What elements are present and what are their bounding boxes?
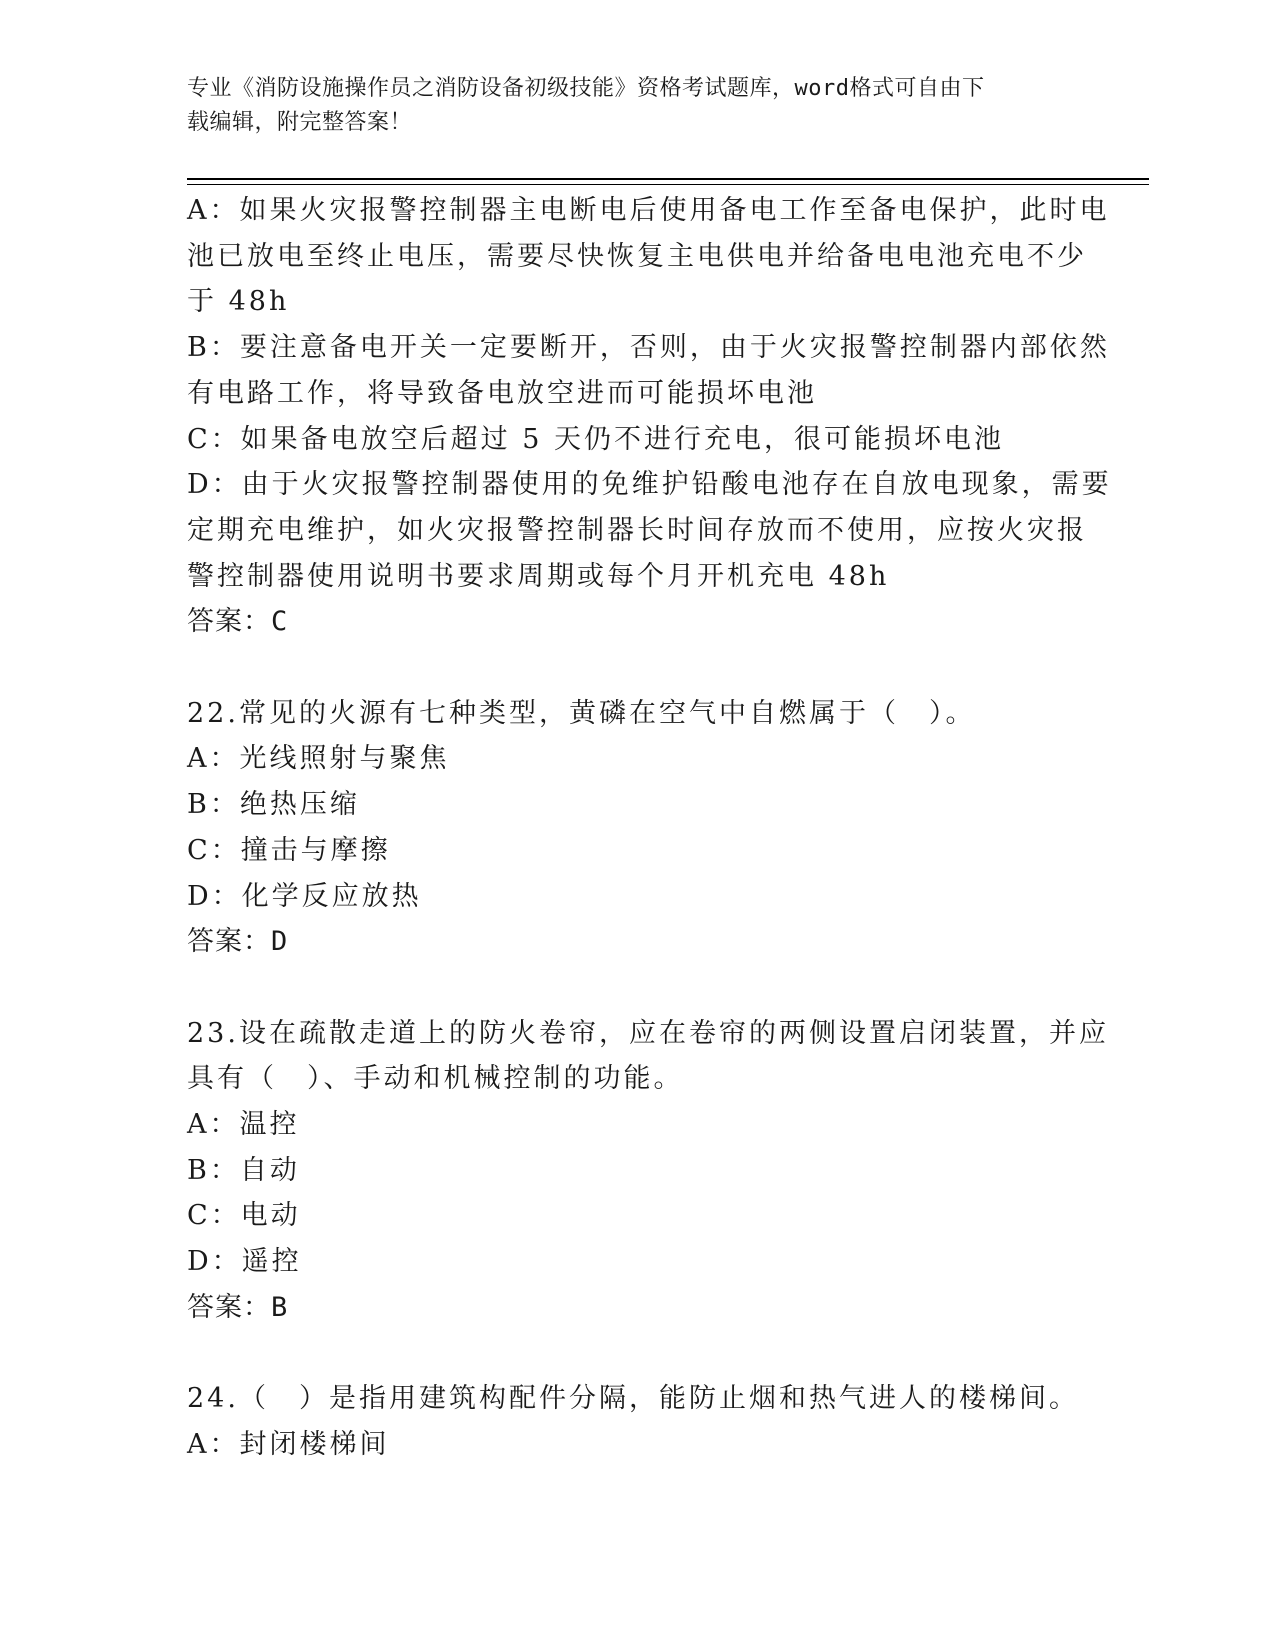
q23-question-line-2: 具有（ ）、手动和机械控制的功能。 xyxy=(187,1063,684,1095)
spacer xyxy=(187,1331,1087,1377)
q21-option-b-line-2: 有电路工作，将导致备电放空进而可能损坏电池 xyxy=(187,377,817,409)
q21-option-a-line-1: A：如果火灾报警控制器主电断电后使用备电工作至备电保护，此时电 xyxy=(187,195,1110,226)
q24-option-a: A：封闭楼梯间 xyxy=(187,1428,390,1460)
q22-option-a: A：光线照射与聚焦 xyxy=(187,743,450,775)
spacer xyxy=(187,965,1087,1011)
header-line-2: 载编辑，附完整答案！ xyxy=(187,110,413,135)
header-divider-thin xyxy=(187,184,1149,185)
q22-option-d: D：化学反应放热 xyxy=(187,880,422,912)
q23-option-b: B：自动 xyxy=(187,1154,300,1186)
q22-option-b: B：绝热压缩 xyxy=(187,789,360,821)
q24-question: 24.（ ）是指用建筑构配件分隔，能防止烟和热气进人的楼梯间。 xyxy=(187,1383,1079,1415)
question-22-block xyxy=(187,691,1087,965)
q23-question-line-1: 23.设在疏散走道上的防火卷帘，应在卷帘的两侧设置启闭装置，并应 xyxy=(187,1017,1109,1049)
question-24-block xyxy=(187,1376,1087,1467)
q23-option-c: C：电动 xyxy=(187,1200,301,1232)
question-23-block xyxy=(187,1011,1109,1331)
q22-question: 22.常见的火源有七种类型，黄磷在空气中自燃属于（ ）。 xyxy=(187,697,976,729)
q21-option-d-line-3: 警控制器使用说明书要求周期或每个月开机充电 48h xyxy=(187,560,890,592)
q23-option-d: D：遥控 xyxy=(187,1246,302,1278)
document-header xyxy=(187,72,1087,140)
q21-option-d-line-1: D：由于火灾报警控制器使用的免维护铅酸电池存在自放电现象，需要 xyxy=(187,469,1112,501)
q23-option-a: A：温控 xyxy=(187,1109,300,1141)
q21-option-c: C：如果备电放空后超过 5 天仍不进行充电，很可能损坏电池 xyxy=(187,423,1005,455)
q21-option-d-line-2: 定期充电维护，如火灾报警控制器长时间存放而不使用，应按火灾报 xyxy=(187,514,1087,546)
q21-option-a-line-3: 于 48h xyxy=(187,286,290,318)
q21-answer: 答案：C xyxy=(187,606,289,638)
q22-option-c: C：撞击与摩擦 xyxy=(187,834,391,866)
spacer xyxy=(187,645,1087,691)
header-line-1: 专业《消防设施操作员之消防设备初级技能》资格考试题库，word格式可自由下 xyxy=(187,76,985,101)
q23-answer: 答案：B xyxy=(187,1291,289,1323)
q21-option-b-line-1: B：要注意备电开关一定要断开，否则，由于火灾报警控制器内部依然 xyxy=(187,332,1110,364)
q22-answer: 答案：D xyxy=(187,926,289,958)
q21-option-a-line-2: 池已放电至终止电压，需要尽快恢复主电供电并给备电电池充电不少 xyxy=(187,240,1087,272)
header-divider-thick xyxy=(187,178,1149,180)
question-21-block xyxy=(187,188,1112,645)
question-list xyxy=(187,188,1112,1468)
